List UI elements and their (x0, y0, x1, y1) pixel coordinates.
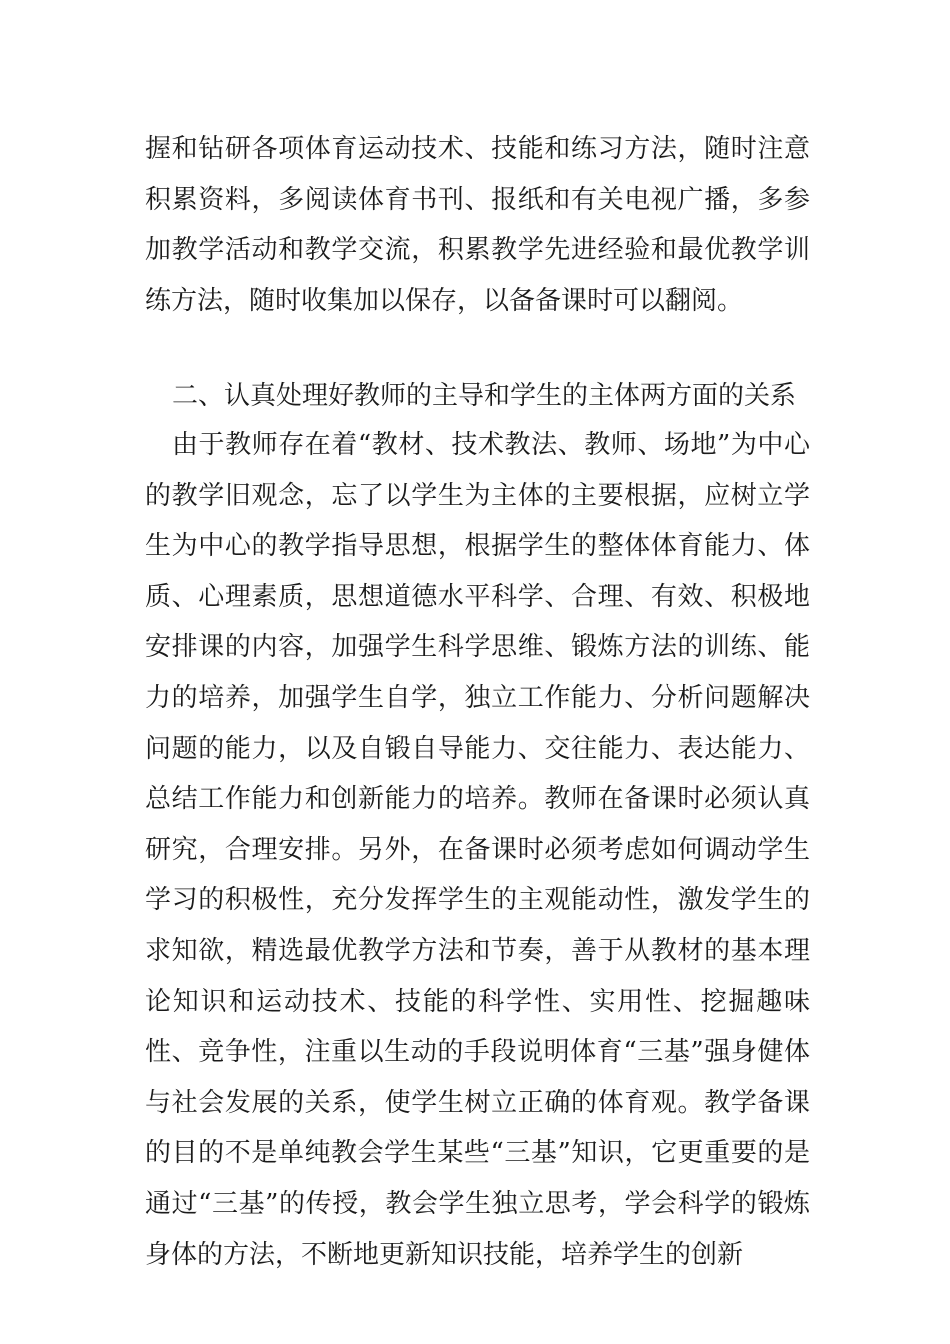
paragraph-text: 握和钻研各项体育运动技术、技能和练习方法，随时注意积累资料，多阅读体育书刊、报纸和有关电视广播，多参加教学活动和教学交流，积累教学先进经验和最优教学训练方法，随时收集加以保存，以备备课时可以翻阅。 (145, 134, 810, 316)
body-paragraph (145, 420, 810, 1280)
paragraph-continuation (145, 124, 810, 326)
section-heading: 二、认真处理好教师的主导和学生的主体两方面的关系 (172, 381, 797, 411)
paragraph-text: 由于教师存在着“教材、技术教法、教师、场地”为中心的教学旧观念，忘了以学生为主体的主要根据，应树立学生为中心的教学指导思想，根据学生的整体体育能力、体质、心理素质，思想道德水平科学、合理、有效、积极地安排课的内容，加强学生科学思维、锻炼方法的训练、能力的培养，加强学生自学，独立工作能力、分析问题解决问题的能力，以及自锻自导能力、交往能力、表达能力、总结工作能力和创新能力的培养。教师在备课时必须认真研究，合理安排。另外，在备课时必须考虑如何调动学生学习的积极性，充分发挥学生的主观能动性，激发学生的求知欲，精选最优教学方法和节奏，善于从教材的基本理论知识和运动技术、技能的科学性、实用性、挖掘趣味性、竞争性，注重以生动的手段说明体育“三基”强身健体与社会发展的关系，使学生树立正确的体育观。教学备课的目的不是单纯教会学生某些“三基”知识，它更重要的是通过“三基”的传授，教会学生独立思考，学会科学的锻炼身体的方法，不断地更新知识技能，培养学生的创新 (145, 430, 810, 1270)
